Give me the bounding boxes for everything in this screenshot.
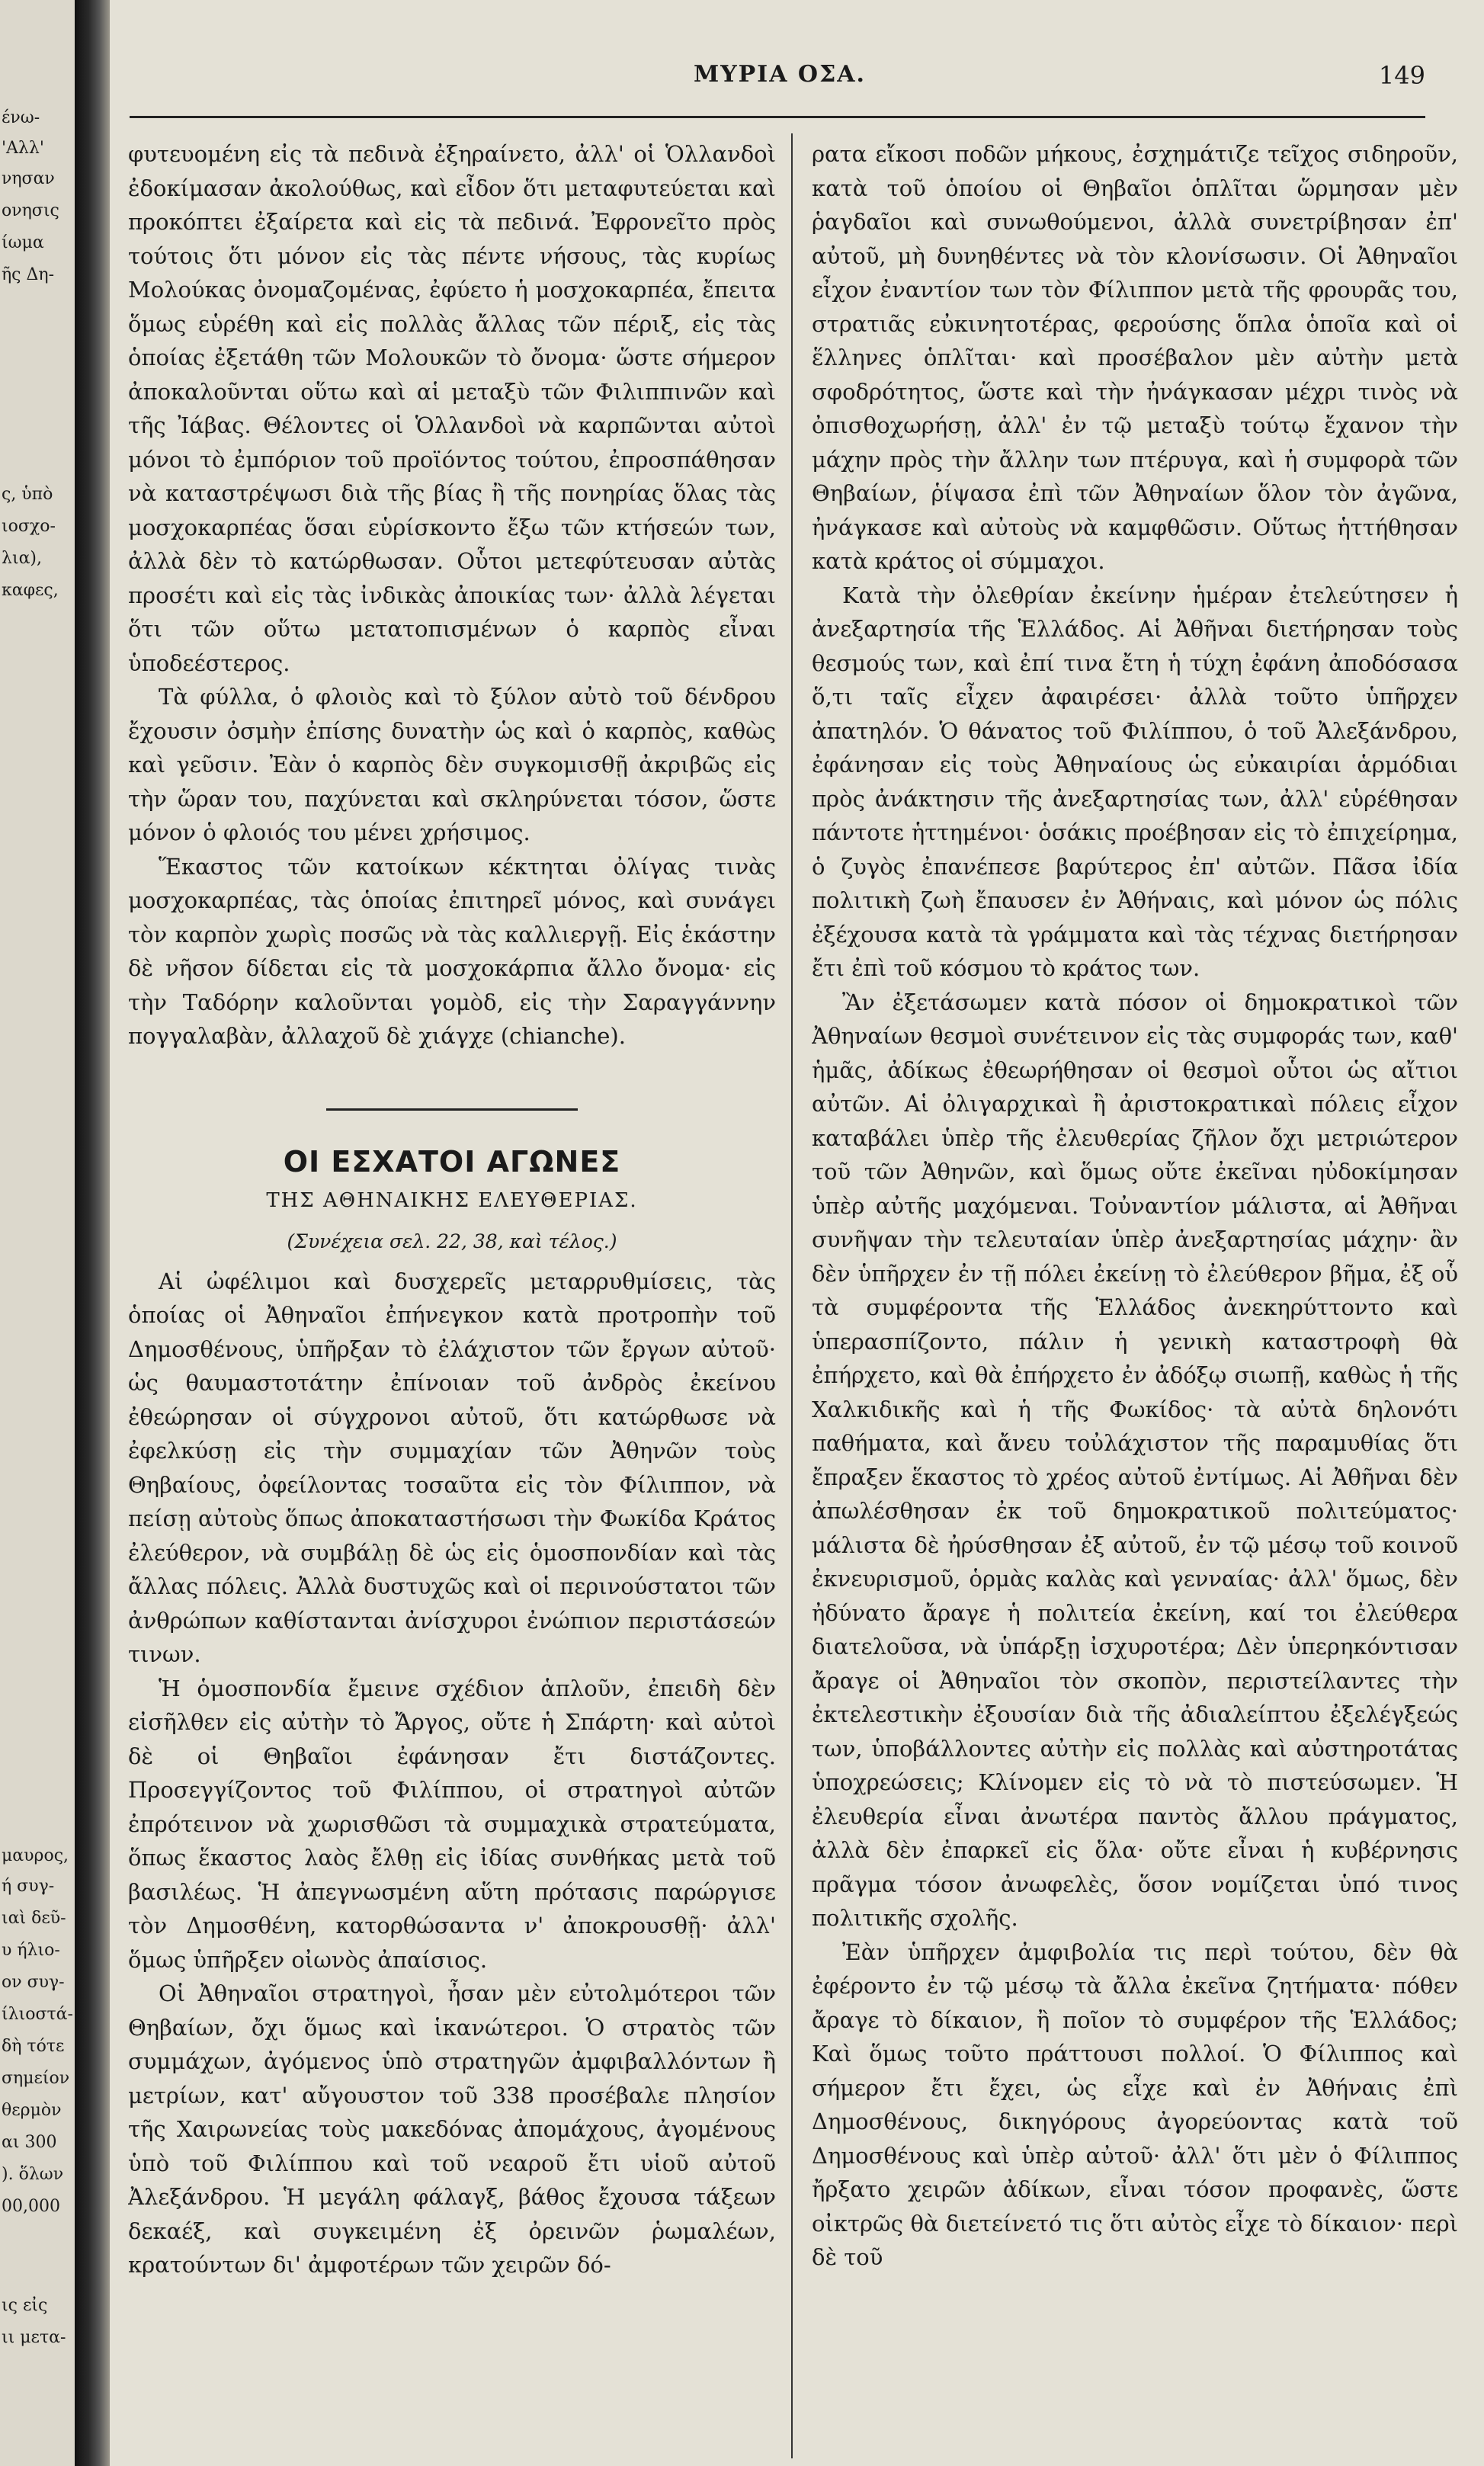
margin-fragment: ιαὶ δεῦ- — [2, 1909, 66, 1928]
margin-fragment: ῆς Δη- — [2, 265, 54, 284]
paragraph: φυτευομένη εἰς τὰ πεδινὰ ἐξηραίνετο, ἀλλ' οἱ Ὁλλανδοὶ ἐδοκίμασαν ἀκολούθως, καὶ εἶδον ὅτι μεταφυτεύεται καὶ προκόπτει ἐξαίρετα καὶ εἰς τὰ πεδινά. Ἐφρονεῖτο πρὸς τούτοις ὅτι μόνον εἰς τὰς πέντε νήσους, τὰς κυρίως Μολούκας ὀνομαζομένας, ἐφύετο ἡ μοσχοκαρπέα, ἔπειτα ὅμως εὑρέθη καὶ εἰς πολλὰς ἄλλας τῶν πέριξ, εἰς τὰς ὁποίας ἐξετάθη τῶν Μολουκῶν τὸ ὄνομα· ὥστε σήμερον ἀποκαλοῦνται οὕτω καὶ αἱ μεταξὺ τῶν Φιλιππινῶν καὶ τῆς Ἰάβας. Θέλοντες οἱ Ὁλλανδοὶ νὰ καρπῶνται αὐτοὶ μόνοι τὸ ἐμπόριον τοῦ προϊόντος τούτου, ἐπροσπάθησαν νὰ καταστρέψωσι διὰ τῆς βίας ἢ τῆς πονηρίας ὅλας τὰς μοσχοκαρπέας ὅσαι εὑρίσκοντο ἔξω τῶν κτήσεών των, ἀλλὰ δὲν τὸ κατώρθωσαν. Οὗτοι μετεφύτευσαν αὐτὰς προσέτι καὶ εἰς τὰς ἰνδικὰς ἀποικίας των· ἀλλὰ λέγεται ὅτι τῶν οὕτω μετατοπισμένων ὁ καρπὸς εἶναι ὑποδεέστερος. — [128, 141, 776, 676]
binding-gutter — [75, 0, 110, 2466]
page-number: 149 — [1378, 61, 1425, 90]
margin-fragment: ιοσχο- — [2, 517, 56, 536]
column-divider — [791, 133, 793, 2458]
margin-fragment: ονησις — [2, 201, 59, 220]
paragraph: Οἱ Ἀθηναῖοι στρατηγοὶ, ἦσαν μὲν εὐτολμότεροι τῶν Θηβαίων, ὄχι ὅμως καὶ ἱκανώτεροι. Ὁ στρατὸς τῶν συμμάχων, ἀγόμενος ὑπὸ στρατηγῶν ἀμφιβαλλόντων ἢ μετρίων, κατ' αὔγουστον τοῦ 338 προσέβαλε πλησίον τῆς Χαιρωνείας τοὺς μακεδόνας ἀπομάχους, ἀγομένους ὑπὸ τοῦ Φιλίππου καὶ τοῦ νεαροῦ ἔτι υἱοῦ αὐτοῦ Ἀλεξάνδρου. Ἡ μεγάλη φάλαγξ, βάθος ἔχουσα τάξεων δεκαέξ, καὶ συγκειμένη ἐξ ὀρεινῶν ῥωμαλέων, κρατούντων δι' ἀμφοτέρων τῶν χειρῶν δό- — [128, 1980, 776, 2278]
running-title: ΜΥΡΙΑ ΟΣΑ. — [694, 61, 867, 88]
paragraph: Τὰ φύλλα, ὁ φλοιὸς καὶ τὸ ξύλον αὐτὸ τοῦ δένδρου ἔχουσιν ὀσμὴν ἐπίσης δυνατὴν ὡς καὶ ὁ καρπὸς, καθὼς καὶ γεῦσιν. Ἐὰν ὁ καρπὸς δὲν συγκομισθῇ ἀκριβῶς εἰς τὴν ὥραν του, παχύνεται καὶ σκληρύνεται τόσον, ὥστε μόνον ὁ φλοιός του μένει χρήσιμος. — [128, 684, 776, 845]
paragraph: Ἂν ἐξετάσωμεν κατὰ πόσον οἱ δημοκρατικοὶ τῶν Ἀθηναίων θεσμοὶ συνέτεινον εἰς τὰς συμφοράς των, καθ' ἡμᾶς, ἀδίκως ἐθεωρήθησαν οἱ θεσμοὶ οὗτοι ὡς αἴτιοι αὐτῶν. Αἱ ὀλιγαρχικαὶ ἢ ἀριστοκρατικαὶ πόλεις εἶχον καταβάλει ὑπὲρ τῆς ἐλευθερίας ζῆλον ὄχι μετριώτερον τοῦ τῶν Ἀθηνῶν, καὶ ὅμως οὔτε ἐκεῖναι ηὐδοκίμησαν ὑπὲρ αὐτῆς μαχόμεναι. Τοὐναντίον μάλιστα, αἱ Ἀθῆναι συνῆψαν τὴν τελευταίαν ὑπὲρ ἀνεξαρτησίας μάχην· ἂν δὲν ὑπῆρχεν ἐν τῇ πόλει ἐκείνῃ τὸ ἐλεύθερον βῆμα, ἐξ οὗ τὰ συμφέροντα τῆς Ἑλλάδος ἀνεκηρύττοντο καὶ ὑπερασπίζοντο, πάλιν ἡ γενικὴ καταστροφὴ θὰ ἐπήρχετο, καὶ θὰ ἐπήρχετο ἐν ἀδόξῳ σιωπῇ, καθὼς ἡ τῆς Χαλκιδικῆς καὶ ἡ τῆς Φωκίδος· τὰ αὐτὰ δηλονότι παθήματα, καὶ ἄνευ τοὐλάχιστον τῆς παραμυθίας ὅτι ἔπραξεν ἕκαστος τὸ χρέος αὐτοῦ ἐντίμως. Αἱ Ἀθῆναι δὲν ἀπωλέσθησαν ἐκ τοῦ δημοκρατικοῦ πολιτεύματος· μάλιστα δὲ ἠρύσθησαν ἐξ αὐτοῦ, ἐν τῷ μέσῳ τοῦ κοινοῦ ἐκνευρισμοῦ, ὁρμὰς καλὰς καὶ γενναίας· ἀλλ' ὅμως, δὲν ἠδύνατο ἄραγε ἡ πολιτεία ἐκείνη, καί τοι ἐλεύθερα διατελοῦσα, νὰ ὑπάρξῃ ἰσχυροτέρα; Δὲν ὑπερηκόντισαν ἄραγε οἱ Ἀθηναῖοι τὸν σκοπὸν, περιστείλαντες τὴν ἐκτελεστικὴν ἐξουσίαν διὰ τῆς ἀδιαλείπτου ἐξελέγξεώς των, ὑποβάλλοντες αὐτὴν εἰς πολλὰς καὶ αὐστηροτάτας ὑποχρεώσεις; Κλίνομεν εἰς τὸ νὰ τὸ πιστεύσωμεν. Ἡ ἐλευθερία εἶναι ἀνωτέρα παντὸς ἄλλου πράγματος, ἀλλὰ δὲν ἐπαρκεῖ εἰς ὅλα· οὔτε εἶναι ἡ κυβέρνησις πρᾶγμα τόσον ἀνωφελὲς, ὅσον νομίζεται ὑπό τινος πολιτικῆς σχολῆς. — [812, 989, 1458, 1931]
margin-fragment: 00,000 — [2, 2197, 60, 2216]
paragraph: ρατα εἴκοσι ποδῶν μήκους, ἐσχημάτιζε τεῖχος σιδηροῦν, κατὰ τοῦ ὁποίου οἱ Θηβαῖοι ὁπλῖται ὥρμησαν μὲν ῥαγδαῖοι καὶ συνωθούμενοι, ἀλλὰ συνετρίβησαν ἐπ' αὐτοῦ, μὴ δυνηθέντες νὰ τὸν κλονίσωσιν. Οἱ Ἀθηναῖοι εἶχον ἐναντίον των τὸν Φίλιππον μετὰ τῆς φρουρᾶς του, στρατιᾶς εὐκινητοτέρας, φερούσης ὅπλα ὁποῖα καὶ οἱ ἕλληνες ὁπλῖται· καὶ προσέβαλον μὲν αὐτὴν μετὰ σφοδρότητος, ὥστε καὶ τὴν ἠνάγκασαν μέχρι τινὸς νὰ ὀπισθοχωρήσῃ, ἀλλ' ἐν τῷ μεταξὺ τούτῳ ἔχανον τὴν μάχην πρὸς τὴν ἄλλην των πτέρυγα, καὶ ἡ συμφορὰ τῶν Θηβαίων, ῥίψασα ἐπὶ τῶν Ἀθηναίων ὅλον τὸν ἀγῶνα, ἠνάγκασε καὶ αὐτοὺς νὰ καμφθῶσιν. Οὕτως ἡττήθησαν κατὰ κράτος οἱ σύμμαχοι. — [812, 141, 1458, 574]
margin-fragment: ή συγ- — [2, 1877, 55, 1896]
page-header — [130, 61, 1456, 107]
paragraph: Ἐὰν ὑπῆρχεν ἀμφιβολία τις περὶ τούτου, δὲν θὰ ἐφέροντο ἐν τῷ μέσῳ τὰ ἄλλα ἐκεῖνα ζητήματα· πόθεν ἄραγε τὸ δίκαιον, ἢ ποῖον τὸ συμφέρον τῆς Ἑλλάδος; Καὶ ὅμως τοῦτο πράττουσι πολλοί. Ὁ Φίλιππος καὶ σήμερον ἔτι ἔχει, ὡς εἶχε καὶ ἐν Ἀθήναις ἐπὶ Δημοσθένους, δικηγόρους ἀγορεύοντας κατὰ τοῦ Δημοσθένους καὶ ὑπὲρ αὐτοῦ· ἀλλ' ὅτι μὲν ὁ Φίλιππος ἤρξατο χειρῶν ἀδίκων, εἶναι τόσον προφανὲς, ὥστε οἰκτρῶς θὰ διετείνετό τις ὅτι αὐτὸς εἶχε τὸ δίκαιον· περὶ δὲ τοῦ — [812, 1938, 1458, 2270]
paragraph: Αἱ ὠφέλιμοι καὶ δυσχερεῖς μεταρρυθμίσεις, τὰς ὁποίας οἱ Ἀθηναῖοι ἐπήνεγκον κατὰ προτροπὴν τοῦ Δημοσθένους, ὑπῆρξαν τὸ ἐλάχιστον τῶν ἔργων αὐτοῦ· ὡς θαυμαστοτάτην ἐπίνοιαν τοῦ ἀνδρὸς ἐκείνου ἐθεώρησαν οἱ σύγχρονοι αὐτοῦ, ὅτι κατώρθωσε νὰ ἐφελκύσῃ εἰς τὴν συμμαχίαν τῶν Ἀθηνῶν τοὺς Θηβαίους, ὀφείλοντας τοσαῦτα εἰς τὸν Φίλιππον, νὰ πείσῃ αὐτοὺς ὅπως ἀποκαταστήσωσι τὴν Φωκίδα Κράτος ἐλεύθερον, νὰ συμβάλῃ δὲ ὡς εἰς ὁμοσπονδίαν καὶ τὰς ἄλλας πόλεις. Ἀλλὰ δυστυχῶς καὶ οἱ περινούστατοι τῶν ἀνθρώπων καθίστανται ἀνίσχυροι ἐνώπιον περιστάσεών τινων. — [128, 1268, 776, 1667]
header-rule — [130, 116, 1425, 118]
article-title: ΟΙ ΕΣΧΑΤΟΙ ΑΓΩΝΕΣ — [283, 1144, 621, 1178]
margin-fragment: ). ὅλων — [2, 2165, 64, 2184]
margin-fragment: υ ήλιο- — [2, 1941, 60, 1960]
continuation-note: (Συνέχεια σελ. 22, 38, καὶ τέλος.) — [287, 1230, 617, 1252]
margin-fragment: ένω- — [2, 108, 40, 127]
margin-fragment: ίλιοστά- — [2, 2005, 73, 2024]
right-column — [812, 137, 1458, 2455]
margin-fragment: ίωμα — [2, 233, 44, 252]
paragraph: Ἕκαστος τῶν κατοίκων κέκτηται ὀλίγας τινὰς μοσχοκαρπέας, τὰς ὁποίας ἐπιτηρεῖ μόνος, καὶ συνάγει τὸν καρπὸν χωρὶς ποσῶς νὰ τὰς καλλιεργῇ. Εἰς ἑκάστην δὲ νῆσον δίδεται εἰς τὰ μοσχοκάρπια ἄλλο ὄνομα· εἰς τὴν Ταδόρην καλοῦνται γομὸδ, εἰς τὴν Σαραγγάννην πογγαλαβὰν, ἀλλαχοῦ δὲ χιάγχε (chianche). — [128, 853, 776, 1049]
margin-fragment: ς, ὑπὸ — [2, 485, 53, 504]
section-divider — [326, 1108, 578, 1111]
left-column — [128, 137, 776, 2455]
margin-fragment: καφες, — [2, 581, 59, 600]
article-subtitle: ΤΗΣ ΑΘΗΝΑΙΚΗΣ ΕΛΕΥΘΕΡΙΑΣ. — [266, 1188, 638, 1212]
margin-fragment: σημείον — [2, 2069, 70, 2088]
margin-fragment: αι 300 — [2, 2133, 57, 2152]
margin-fragment: μαυρος, — [2, 1846, 69, 1865]
margin-fragment: λια), — [2, 549, 43, 568]
margin-fragment: ον συγ- — [2, 1973, 65, 1992]
adjacent-page-fragment — [0, 0, 75, 2466]
paragraph: Κατὰ τὴν ὀλεθρίαν ἐκείνην ἡμέραν ἐτελεύτησεν ἡ ἀνεξαρτησία τῆς Ἑλλάδος. Αἱ Ἀθῆναι διετήρησαν τοὺς θεσμούς των, καὶ ἐπί τινα ἔτη ἡ τύχη ἐφάνη ἀποδόσασα ὅ,τι ταῖς εἶχεν ἀφαιρέσει· ἀλλὰ τοῦτο ὑπῆρχεν ἀπατηλόν. Ὁ θάνατος τοῦ Φιλίππου, ὁ τοῦ Ἀλεξάνδρου, ἐφάνησαν εἰς τοὺς Ἀθηναίους ὡς εὐκαιρίαι ἁρμόδιαι πρὸς ἀνάκτησιν τῆς ἀνεξαρτησίας των, ἀλλ' εὑρέθησαν πάντοτε ἡττημένοι· ὁσάκις προέβησαν εἰς τὸ ἐπιχείρημα, ὁ ζυγὸς ἐπανέπεσε βαρύτερος ἐπ' αὐτῶν. Πᾶσα ἰδία πολιτικὴ ζωὴ ἔπαυσεν ἐν Ἀθήναις, καὶ μόνον ὡς πόλις ἐξέχουσα κατὰ τὰ γράμματα καὶ τὰς τέχνας διετήρησαν ἔτι ἐπὶ τοῦ κόσμου τὸ κράτος των. — [812, 582, 1458, 981]
margin-fragment: 'Αλλ' — [2, 139, 44, 158]
paragraph: Ἡ ὁμοσπονδία ἔμεινε σχέδιον ἁπλοῦν, ἐπειδὴ δὲν εἰσῆλθεν εἰς αὐτὴν τὸ Ἄργος, οὔτε ἡ Σπάρτη· καὶ αὐτοὶ δὲ οἱ Θηβαῖοι ἐφάνησαν ἔτι διστάζοντες. Προσεγγίζοντος τοῦ Φιλίππου, οἱ στρατηγοὶ αὐτῶν ἐπρότεινον νὰ χωρισθῶσι τὰ συμμαχικὰ στρατεύματα, ὅπως ἕκαστος λαὸς ἔλθῃ εἰς ἰδίας συνθήκας μετὰ τοῦ βασιλέως. Ἡ ἀπεγνωσμένη αὕτη πρότασις παρώργισε τὸν Δημοσθένη, κατορθώσαντα ν' ἀποκρουσθῇ· ἀλλ' ὅμως ὑπῆρξεν οἰωνὸς ἀπαίσιος. — [128, 1675, 776, 1973]
margin-fragment: ιι μετα- — [2, 2328, 66, 2347]
margin-fragment: θερμὸν — [2, 2101, 62, 2120]
margin-fragment: νησαν — [2, 169, 55, 188]
margin-fragment: ις εἰς — [2, 2296, 48, 2315]
margin-fragment: δὴ τότε — [2, 2037, 65, 2056]
